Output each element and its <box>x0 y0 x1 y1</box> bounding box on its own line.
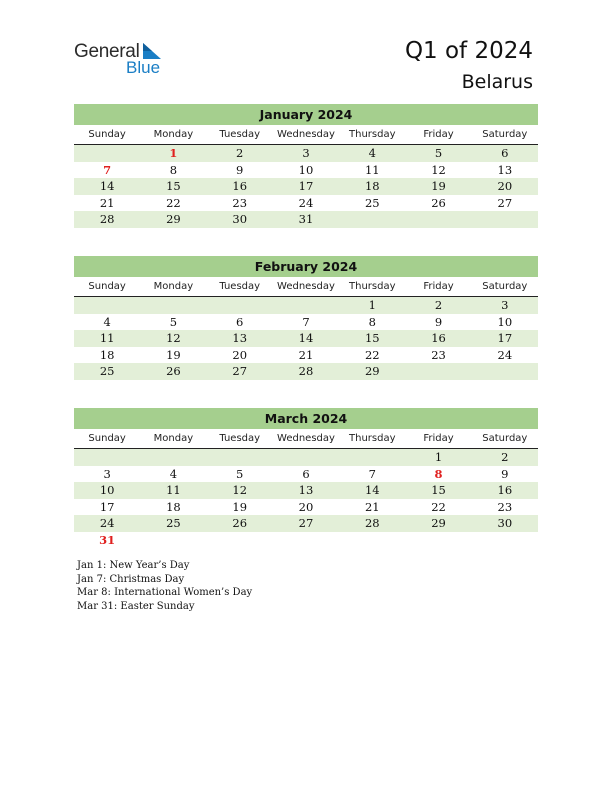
day-cell: 28 <box>364 516 380 530</box>
day-cell: 4 <box>368 146 376 160</box>
holiday-day-cell: 31 <box>99 532 116 547</box>
week-row <box>74 314 538 331</box>
day-cell: 18 <box>166 499 181 514</box>
weekday-label: Thursday <box>349 281 396 292</box>
day-cell: 5 <box>434 146 443 160</box>
month-title: January 2024 <box>74 104 538 125</box>
holiday-notes <box>77 559 252 613</box>
month-calendar <box>74 104 538 228</box>
holiday-note: Jan 7: Christmas Day <box>77 573 185 585</box>
day-cell: 30 <box>497 516 513 530</box>
day-cell <box>472 532 538 549</box>
week-row <box>74 515 538 532</box>
day-cell: 29 <box>364 364 380 378</box>
day-cell: 17 <box>298 179 314 193</box>
day-cell <box>140 449 206 466</box>
day-cell: 27 <box>232 364 248 378</box>
week-row <box>74 482 538 499</box>
holiday-day-cell: 7 <box>103 162 112 177</box>
weekday-label: Wednesday <box>277 281 335 292</box>
month-calendar <box>74 256 538 380</box>
day-cell: 21 <box>364 499 380 514</box>
day-cell: 2 <box>434 298 443 312</box>
day-cell <box>74 297 140 314</box>
day-cell: 8 <box>169 162 178 177</box>
month-title: February 2024 <box>74 256 538 277</box>
day-cell: 18 <box>99 347 115 362</box>
weekday-label: Monday <box>153 281 194 292</box>
day-cell: 22 <box>431 499 446 514</box>
week-row <box>74 195 538 212</box>
day-cell: 14 <box>99 179 115 193</box>
day-cell: 16 <box>431 331 446 345</box>
day-cell: 25 <box>99 364 115 378</box>
weekday-label: Friday <box>423 281 454 292</box>
day-cell: 7 <box>368 466 376 481</box>
day-cell <box>405 532 471 549</box>
day-cell: 9 <box>434 314 443 329</box>
week-row <box>74 297 538 314</box>
weekday-header-row <box>74 430 538 449</box>
weekday-label: Tuesday <box>219 433 261 444</box>
day-cell: 6 <box>236 314 244 329</box>
week-row <box>74 466 538 483</box>
day-cell <box>207 449 273 466</box>
day-cell: 18 <box>364 179 380 193</box>
day-cell: 6 <box>501 146 509 160</box>
day-cell: 31 <box>298 212 314 226</box>
weekday-label: Wednesday <box>277 129 335 140</box>
day-cell <box>140 532 206 549</box>
brand-word-general: General <box>74 41 140 62</box>
week-row <box>74 162 538 179</box>
weekday-label: Monday <box>153 129 194 140</box>
day-cell: 20 <box>232 347 248 362</box>
day-cell: 13 <box>298 483 314 497</box>
weekday-label: Sunday <box>88 129 126 140</box>
day-cell: 11 <box>99 331 115 345</box>
brand-logo <box>74 41 184 77</box>
day-cell: 24 <box>298 195 314 210</box>
day-cell: 12 <box>431 162 446 177</box>
day-cell: 2 <box>501 450 509 464</box>
day-cell <box>74 145 140 162</box>
country-name: Belarus <box>461 71 533 93</box>
day-cell: 13 <box>497 162 513 177</box>
day-cell: 23 <box>497 499 513 514</box>
day-cell: 25 <box>364 195 380 210</box>
weekday-label: Monday <box>153 433 194 444</box>
day-cell <box>207 297 273 314</box>
brand-word-blue: Blue <box>126 58 161 77</box>
day-cell: 8 <box>368 314 376 329</box>
day-cell <box>140 297 206 314</box>
weekday-label: Tuesday <box>219 281 261 292</box>
day-cell: 29 <box>166 212 181 226</box>
day-cell <box>405 363 471 380</box>
week-row <box>74 449 538 466</box>
month-title: March 2024 <box>74 408 538 429</box>
week-row <box>74 211 538 228</box>
day-cell <box>273 532 339 549</box>
day-cell <box>74 449 140 466</box>
day-cell <box>405 211 471 228</box>
day-cell <box>339 211 405 228</box>
day-cell: 6 <box>302 466 310 481</box>
day-cell: 5 <box>236 466 244 481</box>
weekday-label: Saturday <box>482 281 528 292</box>
day-cell: 23 <box>232 195 248 210</box>
week-row <box>74 145 538 162</box>
day-cell: 15 <box>431 483 446 497</box>
week-row <box>74 347 538 364</box>
weekday-label: Tuesday <box>219 129 261 140</box>
day-cell: 22 <box>166 195 181 210</box>
weekday-label: Sunday <box>88 281 126 292</box>
day-cell: 16 <box>497 483 513 497</box>
day-cell: 29 <box>431 516 446 530</box>
weekday-label: Sunday <box>88 433 126 444</box>
day-cell: 3 <box>302 146 310 160</box>
day-cell <box>207 532 273 549</box>
day-cell: 9 <box>501 466 509 481</box>
day-cell: 11 <box>364 162 380 177</box>
day-cell: 1 <box>368 298 376 312</box>
day-cell: 10 <box>497 314 513 329</box>
day-cell: 27 <box>497 195 513 210</box>
day-cell: 21 <box>99 195 115 210</box>
week-row <box>74 330 538 347</box>
day-cell: 5 <box>169 314 178 329</box>
day-cell: 22 <box>364 347 380 362</box>
week-row <box>74 532 538 549</box>
day-cell: 17 <box>99 499 115 514</box>
day-cell: 23 <box>431 347 446 362</box>
weekday-label: Thursday <box>349 129 396 140</box>
day-cell: 17 <box>497 331 513 345</box>
day-cell <box>339 532 405 549</box>
day-cell: 27 <box>298 516 314 530</box>
day-cell: 19 <box>431 179 446 193</box>
day-cell <box>339 449 405 466</box>
day-cell: 3 <box>501 298 509 312</box>
day-cell: 15 <box>364 331 380 345</box>
day-cell: 16 <box>232 179 248 193</box>
day-cell: 11 <box>166 483 181 497</box>
day-cell: 28 <box>298 364 314 378</box>
day-cell: 10 <box>298 162 314 177</box>
day-cell: 25 <box>166 516 181 530</box>
day-cell: 15 <box>166 179 181 193</box>
day-cell: 7 <box>302 314 310 329</box>
week-row <box>74 363 538 380</box>
weekday-label: Friday <box>423 433 454 444</box>
holiday-note: Mar 8: International Women’s Day <box>77 587 253 598</box>
day-cell <box>273 297 339 314</box>
day-cell: 24 <box>99 516 115 530</box>
day-cell: 2 <box>236 146 244 160</box>
holiday-day-cell: 8 <box>434 466 443 481</box>
month-calendar <box>74 408 538 548</box>
week-row <box>74 178 538 195</box>
day-cell: 20 <box>497 179 513 193</box>
week-row <box>74 499 538 516</box>
day-cell: 19 <box>166 347 181 362</box>
day-cell: 12 <box>166 331 181 345</box>
day-cell: 9 <box>236 162 244 177</box>
day-cell <box>273 449 339 466</box>
day-cell: 12 <box>232 483 248 497</box>
day-cell: 26 <box>166 364 181 378</box>
holiday-day-cell: 1 <box>169 146 178 160</box>
day-cell: 19 <box>232 499 248 514</box>
day-cell: 14 <box>364 483 380 497</box>
day-cell: 10 <box>99 483 115 497</box>
day-cell: 4 <box>103 314 111 329</box>
weekday-label: Saturday <box>482 433 528 444</box>
day-cell: 24 <box>497 347 513 362</box>
weekday-label: Saturday <box>482 129 528 140</box>
weekday-label: Friday <box>423 129 454 140</box>
holiday-note: Mar 31: Easter Sunday <box>77 600 195 612</box>
holiday-note: Jan 1: New Year’s Day <box>77 560 190 571</box>
day-cell: 28 <box>99 212 115 226</box>
day-cell: 3 <box>103 466 111 481</box>
weekday-header-row <box>74 278 538 297</box>
day-cell: 14 <box>298 331 314 345</box>
day-cell: 30 <box>232 212 248 226</box>
day-cell: 13 <box>232 331 248 345</box>
day-cell <box>472 211 538 228</box>
day-cell: 21 <box>298 347 314 362</box>
day-cell: 26 <box>431 195 446 210</box>
weekday-header-row <box>74 126 538 145</box>
day-cell <box>472 363 538 380</box>
day-cell: 4 <box>169 466 178 481</box>
day-cell: 1 <box>434 450 443 464</box>
page-title: Q1 of 2024 <box>404 38 533 64</box>
day-cell: 26 <box>232 516 248 530</box>
weekday-label: Wednesday <box>277 433 335 444</box>
day-cell: 20 <box>298 499 314 514</box>
weekday-label: Thursday <box>349 433 396 444</box>
